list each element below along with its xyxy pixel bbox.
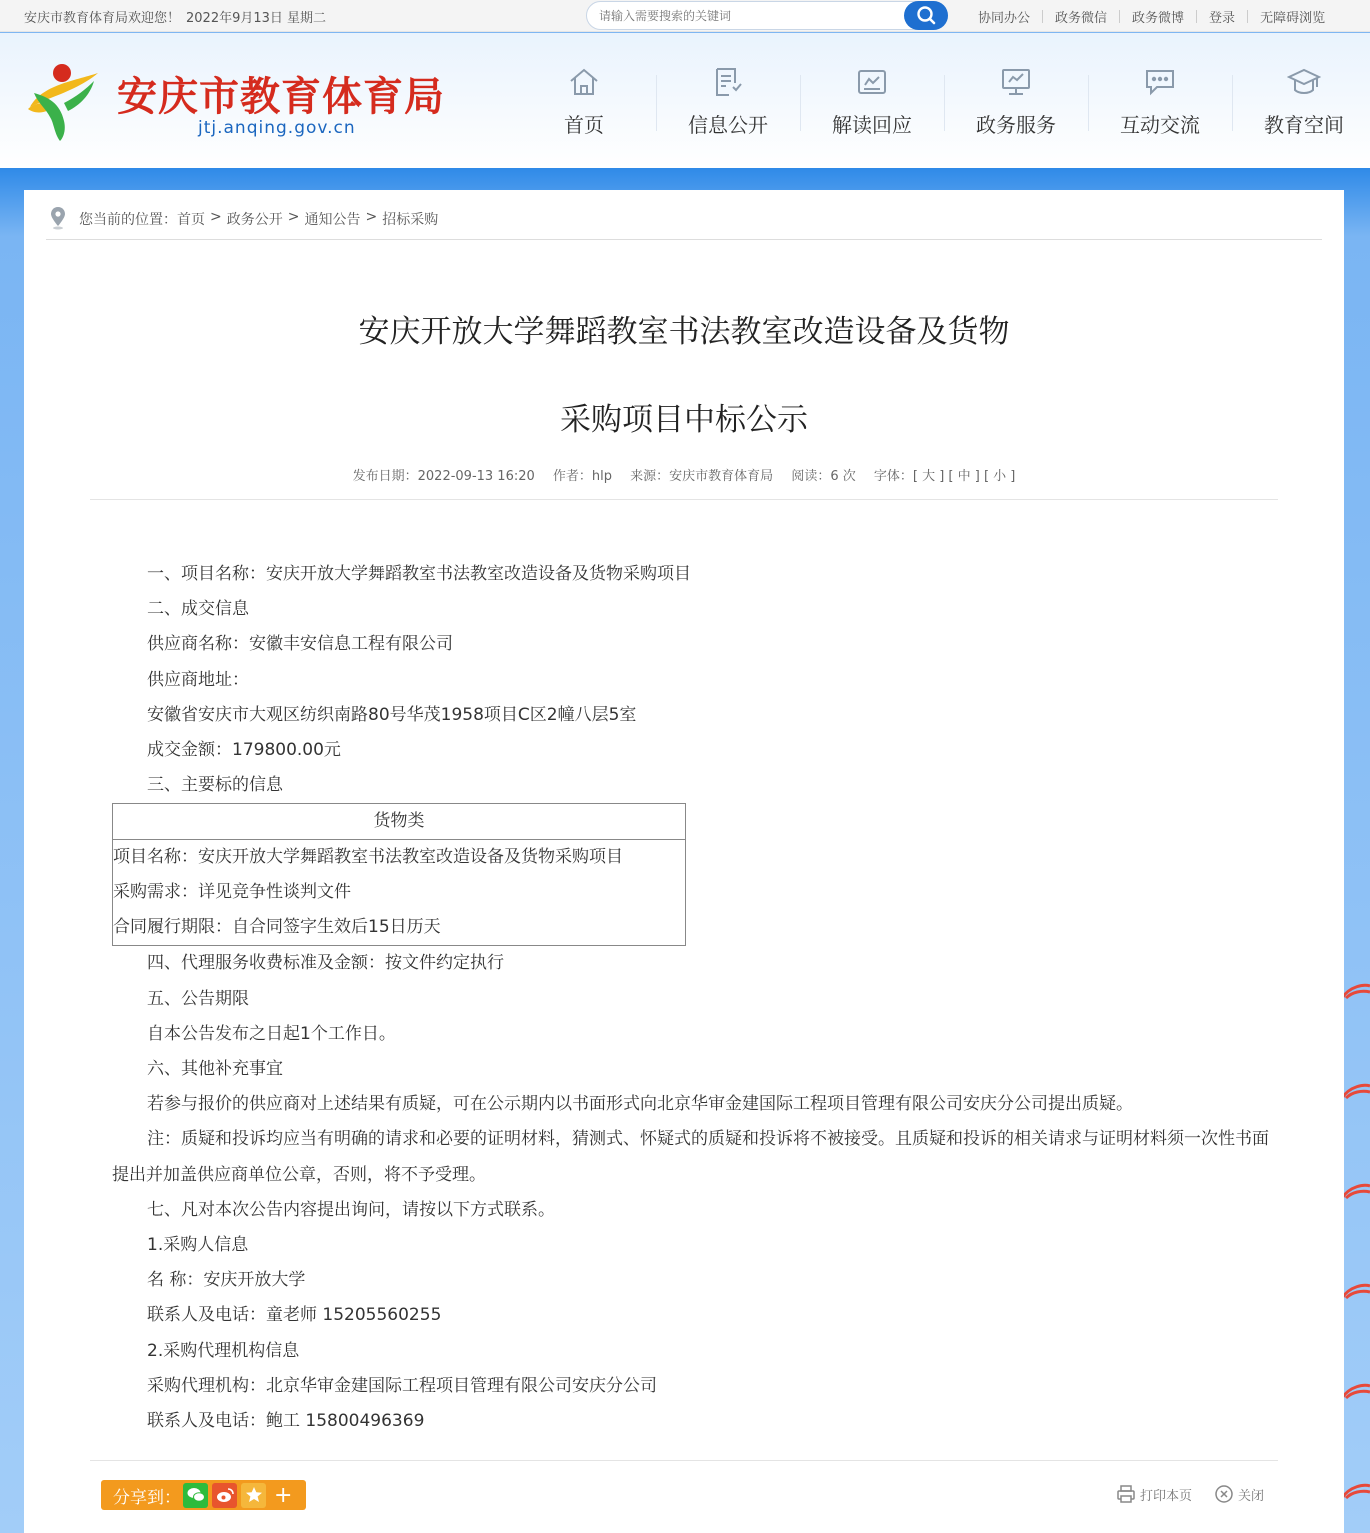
main-nav (512, 63, 1370, 143)
decorative-wave-pattern (1340, 978, 1370, 1533)
site-logo-icon[interactable] (24, 63, 100, 141)
breadcrumb-separator: > (287, 209, 300, 225)
share-weibo-button[interactable] (212, 1483, 237, 1508)
paragraph: 供应商地址： (147, 669, 249, 690)
breadcrumb (46, 204, 1322, 240)
paragraph: 2.采购代理机构信息 (147, 1340, 300, 1361)
welcome-text (24, 7, 326, 26)
article-meta (24, 465, 1344, 484)
table-row (113, 840, 686, 876)
welcome-message: 安庆市教育体育局欢迎您！ (24, 11, 181, 26)
breadcrumb-separator: > (210, 209, 222, 225)
close-label: 关闭 (1238, 1488, 1265, 1504)
paragraph: 供应商名称：安徽丰安信息工程有限公司 (147, 634, 453, 655)
paragraph: 安徽省安庆市大观区纺织南路80号华茂1958项目C区2幢八层5室 (147, 704, 637, 725)
current-date: 2022年9月13日 星期二 (186, 11, 327, 26)
weibo-icon (216, 1487, 234, 1503)
breadcrumb-prefix: 您当前的位置： (79, 212, 177, 228)
share-more-button[interactable] (274, 1483, 292, 1508)
paragraph: 四、代理服务收费标准及金额：按文件约定执行 (147, 953, 504, 974)
interpret-icon (855, 65, 889, 99)
paragraph: 1.采购人信息 (147, 1235, 249, 1256)
print-label: 打印本页 (1140, 1488, 1193, 1504)
graduation-cap-icon (1287, 65, 1321, 99)
paragraph: 联系人及电话：童老师 15205560255 (147, 1305, 442, 1326)
close-icon (1214, 1484, 1234, 1504)
paragraph: 名 称：安庆开放大学 (147, 1270, 306, 1291)
nav-label: 解读回应 (832, 113, 912, 137)
divider (1119, 10, 1120, 23)
search-icon (904, 1, 948, 30)
site-title[interactable]: 安庆市教育体育局 (117, 73, 445, 120)
top-bar (0, 0, 1370, 32)
breadcrumb-procurement[interactable]: 招标采购 (382, 212, 439, 228)
divider (1196, 10, 1197, 23)
divider (90, 1460, 1278, 1461)
paragraph: 一、项目名称：安庆开放大学舞蹈教室书法教室改造设备及货物采购项目 (147, 564, 691, 584)
article-panel (24, 190, 1344, 1533)
divider (1042, 10, 1043, 23)
article-title (24, 288, 1344, 464)
share-wechat-button[interactable] (183, 1483, 208, 1508)
article-body (112, 557, 1272, 1439)
goods-table (112, 803, 686, 946)
site-header (0, 33, 1370, 168)
article-title-line1: 安庆开放大学舞蹈教室书法教室改造设备及货物 (358, 314, 1010, 350)
nav-label: 互动交流 (1120, 113, 1200, 137)
paragraph: 自本公告发布之日起1个工作日。 (147, 1023, 396, 1044)
share-qzone-button[interactable] (241, 1483, 266, 1508)
breadcrumb-gov-affairs[interactable]: 政务公开 (226, 212, 283, 228)
paragraph: 三、主要标的信息 (147, 775, 283, 796)
link-login[interactable]: 登录 (1209, 11, 1236, 26)
article-title-line2: 采购项目中标公示 (560, 402, 808, 438)
breadcrumb-separator: > (365, 209, 378, 225)
paragraph: 六、其他补充事宜 (147, 1059, 283, 1080)
search-button[interactable] (904, 1, 948, 30)
location-pin-icon (50, 206, 66, 230)
search-box (586, 1, 948, 30)
nav-item-interaction[interactable] (1088, 63, 1232, 143)
nav-label: 政务服务 (976, 113, 1056, 137)
paragraph: 注：质疑和投诉均应当有明确的请求和必要的证明材料，猜测式、怀疑式的质疑和投诉将不被接受。且质疑和投诉的相关请求与证明材料须一次性书面提出并加盖供应商单位公章，否则，将不予受理。 (112, 1129, 1269, 1185)
paragraph: 二、成交信息 (147, 599, 249, 620)
service-monitor-icon (999, 65, 1033, 99)
link-accessibility[interactable]: 无障碍浏览 (1260, 11, 1326, 26)
qzone-icon (245, 1486, 263, 1504)
table-cell: 采购需求：详见竞争性谈判文件 (113, 875, 686, 910)
share-label: 分享到： (113, 1487, 181, 1508)
search-input[interactable] (599, 7, 899, 25)
nav-item-home[interactable] (512, 63, 656, 143)
close-page-button[interactable] (1214, 1484, 1264, 1504)
nav-item-gov-service[interactable] (944, 63, 1088, 143)
share-bar (101, 1480, 306, 1510)
font-size-switcher[interactable]: 字体：[ 大 ] [ 中 ] [ 小 ] (873, 469, 1016, 484)
table-cell: 合同履行期限：自合同签字生效后15日历天 (113, 910, 686, 946)
table-row (113, 875, 686, 910)
divider (1247, 10, 1248, 23)
paragraph: 若参与报价的供应商对上述结果有质疑，可在公示期内以书面形式向北京华审金建国际工程项目管理有限公司安庆分公司提出质疑。 (147, 1094, 1133, 1115)
printer-icon (1116, 1484, 1136, 1504)
table-header-cell: 货物类 (113, 804, 686, 840)
print-page-button[interactable] (1116, 1484, 1192, 1504)
link-gov-wechat[interactable]: 政务微信 (1055, 11, 1108, 26)
document-icon (711, 65, 745, 99)
link-gov-weibo[interactable]: 政务微博 (1132, 11, 1185, 26)
paragraph: 五、公告期限 (147, 988, 249, 1009)
read-count: 阅读：6 次 (791, 469, 856, 484)
breadcrumb-notices[interactable]: 通知公告 (304, 212, 361, 228)
chat-icon (1143, 65, 1177, 99)
paragraph: 七、凡对本次公告内容提出询问，请按以下方式联系。 (147, 1199, 555, 1220)
site-domain: jtj.anqing.gov.cn (198, 118, 356, 138)
plus-icon: + (274, 1482, 293, 1508)
divider (90, 499, 1278, 500)
nav-label: 信息公开 (688, 113, 768, 137)
table-row (113, 910, 686, 946)
top-links (978, 7, 1325, 26)
author: 作者：hlp (552, 469, 613, 484)
nav-item-education-space[interactable] (1232, 63, 1370, 143)
paragraph: 成交金额：179800.00元 (147, 740, 341, 761)
nav-item-interpretation[interactable] (800, 63, 944, 143)
breadcrumb-home[interactable]: 首页 (177, 212, 205, 228)
source: 来源：安庆市教育体育局 (630, 469, 774, 484)
nav-label: 教育空间 (1264, 113, 1344, 137)
home-icon (567, 65, 601, 99)
wechat-icon (187, 1487, 205, 1503)
publish-date: 发布日期：2022-09-13 16:20 (352, 469, 535, 484)
table-row (113, 804, 686, 840)
paragraph: 采购代理机构：北京华审金建国际工程项目管理有限公司安庆分公司 (147, 1375, 657, 1396)
nav-item-info-disclosure[interactable] (656, 63, 800, 143)
table-cell: 项目名称：安庆开放大学舞蹈教室书法教室改造设备及货物采购项目 (113, 840, 686, 876)
nav-label: 首页 (564, 113, 604, 137)
paragraph: 联系人及电话：鲍工 15800496369 (147, 1411, 425, 1432)
link-collab-office[interactable]: 协同办公 (978, 11, 1031, 26)
page-tools (1116, 1484, 1286, 1504)
